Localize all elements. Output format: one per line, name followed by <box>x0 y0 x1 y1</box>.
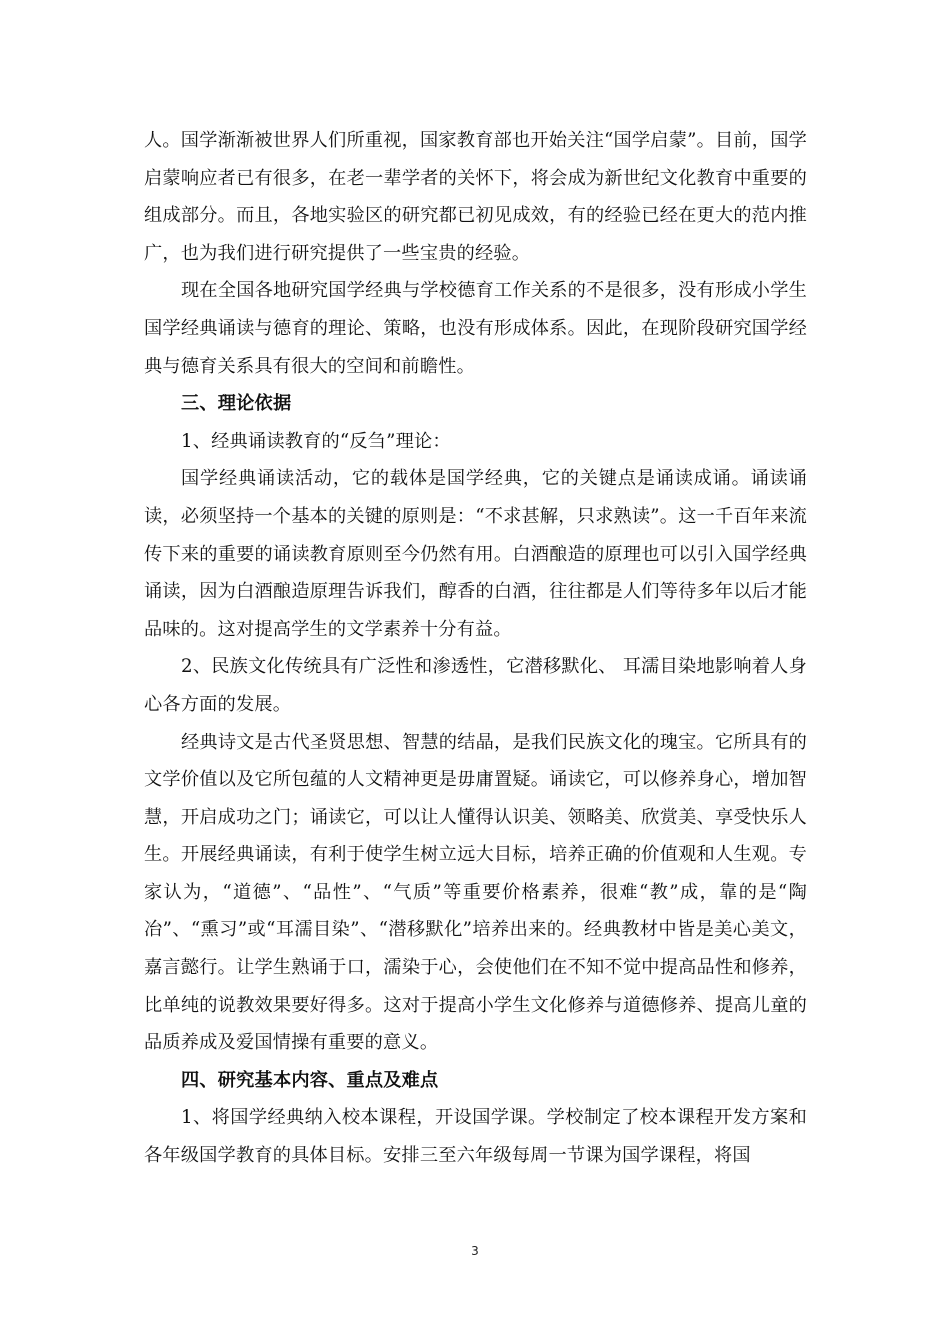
section-heading-theory: 三、理论依据 <box>181 393 292 415</box>
paragraph-curriculum: 1、将国学经典纳入校本课程，开设国学课。学校制定了校本课程开发方案和各年级国学教育的具体目标。安排三至六年级每周一节课为国学课程，将国 <box>144 1107 807 1167</box>
paragraph-continuation: 人。国学渐渐被世界人们所重视，国家教育部也开始关注“国学启蒙”。目前，国学启蒙响应者已有很多，在老一辈学者的关怀下，将会成为新世纪文化教育中重要的组成部分。而且，各地实验区的研究都已初见成效，有的经验已经在更大的范内推广，也为我们进行研究提供了一些宝贵的经验。 <box>144 130 807 264</box>
subheading-national-culture: 2、民族文化传统具有广泛性和渗透性，它潜移默化、 耳濡目染地影响着人身心各方面的发展。 <box>144 656 807 715</box>
page-number: 3 <box>471 1244 479 1258</box>
body-text <box>144 122 807 1175</box>
subheading-rumination-theory: 1、经典诵读教育的“反刍”理论： <box>181 430 451 452</box>
section-heading-content: 四、研究基本内容、重点及难点 <box>181 1069 439 1091</box>
paragraph-recitation: 国学经典诵读活动，它的载体是国学经典，它的关键点是诵读成诵。诵读诵读，必须坚持一个基本的关键的原则是：“不求甚解，只求熟读”。这一千百年来流传下来的重要的诵读教育原则至今仍然有用。白酒酿造的原理也可以引入国学经典诵读，因为白酒酿造原理告诉我们，醇香的白酒，往往都是人们等待多年以后才能品味的。这对提高学生的文学素养十分有益。 <box>144 468 807 640</box>
paragraph-research-status: 现在全国各地研究国学经典与学校德育工作关系的不是很多，没有形成小学生国学经典诵读与德育的理论、策略，也没有形成体系。因此，在现阶段研究国学经典与德育关系具有很大的空间和前瞻性。 <box>144 280 807 377</box>
paragraph-classic-poetry: 经典诗文是古代圣贤思想、智慧的结晶，是我们民族文化的瑰宝。它所具有的文学价值以及它所包蕴的人文精神更是毋庸置疑。诵读它，可以修养身心，增加智慧，开启成功之门；诵读它，可以让人懂得认识美、领略美、欣赏美、享受快乐人生。开展经典诵读，有利于使学生树立远大目标，培养正确的价值观和人生观。专家认为，“道德”、“品性”、“气质”等重要价格素养，很难“教”成，靠的是“陶冶”、“熏习”或“耳濡目染”、“潜移默化”培养出来的。经典教材中皆是美心美文，嘉言懿行。让学生熟诵于口，濡染于心，会使他们在不知不觉中提高品性和修养，比单纯的说教效果要好得多。这对于提高小学生文化修养与道德修养、提高儿童的品质养成及爱国情操有重要的意义。 <box>144 731 807 1054</box>
